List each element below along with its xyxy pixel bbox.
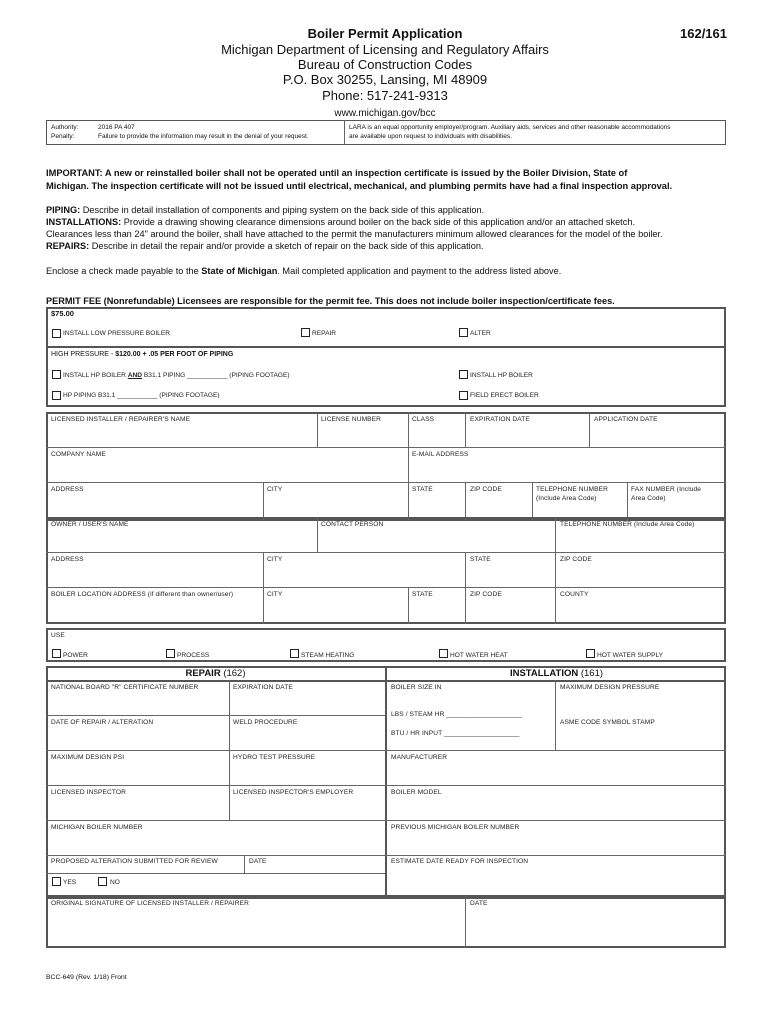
class-field[interactable]: CLASS (412, 416, 435, 423)
installer-col-2 (408, 412, 409, 521)
contact-person-field[interactable]: CONTACT PERSON (321, 521, 384, 528)
repairs-label: REPAIRS: (46, 241, 90, 251)
installer-telephone-field[interactable]: TELEPHONE NUMBER (536, 486, 608, 493)
lara-line-1: LARA is an equal opportunity employer/program. Auxiliary aids, services and other reasonable accommodations (349, 124, 671, 131)
install-hp-and-piping-label (63, 371, 290, 380)
signature-date-field[interactable]: DATE (470, 900, 488, 907)
max-design-pressure-field[interactable]: MAXIMUM DESIGN PRESSURE (560, 684, 660, 691)
important-notice-line-2: Michigan. The inspection certificate will not be issued until electrical, mechanical, and plumbing permits have had a final inspection approval. (46, 181, 673, 191)
boiler-model-field[interactable]: BOILER MODEL (391, 789, 442, 796)
installer-address-field[interactable]: ADDRESS (51, 486, 84, 493)
clearances-instruction: Clearances less than 24" around the boiler, shall have attached to the permit the manufacturers minimum allowed clearances for the model of the boiler. (46, 229, 663, 239)
high-pressure-fee (51, 350, 233, 359)
email-field[interactable]: E-MAIL ADDRESS (412, 451, 469, 458)
alter-checkbox[interactable] (459, 328, 468, 337)
owner-zip-field[interactable]: ZIP CODE (560, 556, 592, 563)
repair-row-1 (46, 715, 385, 716)
lara-line-2: are available upon request to individuals with disabilities. (349, 133, 512, 140)
hp-piping-label: HP PIPING B31.1 ___________ (PIPING FOOTAGE) (63, 392, 220, 399)
fee-heading: PERMIT FEE (Nonrefundable) Licensees are responsible for the permit fee. This does not include boiler inspection/certificate fees. (46, 296, 615, 306)
installations-instruction (46, 216, 635, 229)
repair-title-text: REPAIR (185, 668, 221, 679)
installation-title-text: INSTALLATION (509, 668, 579, 679)
signature-divider (465, 895, 466, 948)
weld-procedure-field[interactable]: WELD PROCEDURE (233, 719, 298, 726)
piping-instruction (46, 204, 484, 217)
section-title-line (46, 680, 726, 682)
boiler-city-field[interactable]: CITY (267, 591, 283, 598)
manufacturer-field[interactable]: MANUFACTURER (391, 754, 448, 761)
date-of-repair-field[interactable]: DATE OF REPAIR / ALTERATION (51, 719, 154, 726)
inspector-employer-field[interactable]: LICENSED INSPECTOR'S EMPLOYER (233, 789, 354, 796)
grid-row-3 (46, 785, 726, 786)
installer-col-3 (465, 412, 466, 447)
asme-stamp-field[interactable]: ASME CODE SYMBOL STAMP (560, 719, 655, 726)
website: www.michigan.gov/bcc (334, 108, 436, 119)
application-date-field[interactable]: APPLICATION DATE (594, 416, 658, 423)
nb-certificate-field[interactable]: NATIONAL BOARD "R" CERTIFICATE NUMBER (51, 684, 199, 691)
no-label: NO (110, 879, 120, 886)
grid-row-4 (46, 820, 726, 821)
yes-label: YES (63, 879, 77, 886)
repair-title (46, 668, 385, 680)
repair-expiration-field[interactable]: EXPIRATION DATE (233, 684, 293, 691)
installer-fax-field[interactable]: FAX NUMBER (Include (631, 486, 702, 493)
hot-water-heat-label: HOT WATER HEAT (450, 652, 508, 659)
expiration-date-field[interactable]: EXPIRATION DATE (470, 416, 530, 423)
installations-label: INSTALLATIONS: (46, 217, 122, 227)
high-pressure-label: HIGH PRESSURE - (51, 351, 116, 358)
michigan-boiler-number-field[interactable]: MICHIGAN BOILER NUMBER (51, 824, 143, 831)
install-hp-boiler-checkbox[interactable] (459, 370, 468, 379)
proposed-alteration-field: PROPOSED ALTERATION SUBMITTED FOR REVIEW (51, 858, 218, 865)
installer-col-7 (532, 482, 533, 521)
owner-col-1 (317, 517, 318, 552)
field-erect-checkbox[interactable] (459, 391, 468, 400)
grid-row-2 (46, 750, 726, 751)
installer-section (46, 412, 726, 521)
phone: Phone: 517-241-9313 (322, 88, 448, 103)
installer-col-6 (465, 482, 466, 521)
owner-row-line-1 (46, 552, 726, 553)
install-low-pressure-checkbox[interactable] (52, 329, 61, 338)
install-hp-boiler-label: INSTALL HP BOILER (470, 372, 533, 379)
process-checkbox[interactable] (166, 649, 175, 658)
repair-checkbox[interactable] (301, 328, 310, 337)
repair-row-6 (46, 873, 385, 874)
max-design-psi-field[interactable]: MAXIMUM DESIGN PSI (51, 754, 125, 761)
no-checkbox[interactable] (98, 877, 107, 886)
repair-code: (162) (220, 668, 246, 679)
power-label: POWER (63, 652, 88, 659)
fee-divider (46, 346, 726, 348)
licensed-inspector-field[interactable]: LICENSED INSPECTOR (51, 789, 126, 796)
repair-label: REPAIR (312, 330, 337, 337)
enclose-text-1: Enclose a check made payable to the (46, 266, 202, 276)
authority-value: 2016 PA 407 (98, 124, 135, 131)
installer-city-field[interactable]: CITY (267, 486, 283, 493)
fee-amount: $75.00 (51, 309, 74, 318)
owner-name-field[interactable]: OWNER / USER'S NAME (51, 521, 129, 528)
installer-telephone-note: (Include Area Code) (536, 495, 597, 502)
repair-col-1 (229, 680, 230, 820)
hydro-test-field[interactable]: HYDRO TEST PRESSURE (233, 754, 316, 761)
piping-text: Describe in detail installation of components and piping system on the back side of this application. (80, 205, 485, 215)
owner-col-5 (408, 587, 409, 624)
owner-address-field[interactable]: ADDRESS (51, 556, 84, 563)
installation-col-1 (555, 680, 556, 750)
authority-label: Authority: (51, 124, 79, 131)
enclose-state: State of Michigan (201, 266, 278, 276)
lbs-steam-hr-field[interactable]: LBS / STEAM HR ____________________ (391, 711, 522, 718)
installer-col-4 (589, 412, 590, 447)
installer-zip-field[interactable]: ZIP CODE (470, 486, 502, 493)
install-hp-and-piping-checkbox[interactable] (52, 370, 61, 379)
form-revision: BCC-649 (Rev. 1/18) Front (46, 974, 127, 981)
installer-col-5 (263, 482, 264, 521)
previous-boiler-number-field[interactable]: PREVIOUS MICHIGAN BOILER NUMBER (391, 824, 520, 831)
form-number: 162/161 (680, 26, 727, 41)
field-erect-label: FIELD ERECT BOILER (470, 392, 539, 399)
hp-and-emphasis: AND (127, 372, 143, 379)
owner-col-3 (263, 552, 264, 624)
owner-telephone-field[interactable]: TELEPHONE NUMBER (Include Area Code) (560, 521, 695, 528)
owner-row-line-2 (46, 587, 726, 588)
steam-heating-checkbox[interactable] (290, 649, 299, 658)
legal-divider (344, 120, 345, 145)
installation-title (387, 668, 726, 680)
hot-water-supply-label: HOT WATER SUPPLY (597, 652, 664, 659)
license-number-field[interactable]: LICENSE NUMBER (321, 416, 382, 423)
high-pressure-value: $120.00 + .05 PER FOOT OF PIPING (115, 351, 234, 358)
boiler-size-field: BOILER SIZE IN (391, 684, 442, 691)
agency-name: Michigan Department of Licensing and Regulatory Affairs (221, 42, 549, 57)
penalty-label: Penalty: (51, 133, 75, 140)
owner-city-field[interactable]: CITY (267, 556, 283, 563)
installer-state-field[interactable]: STATE (412, 486, 433, 493)
grid-row-5 (46, 855, 726, 856)
company-name-field[interactable]: COMPANY NAME (51, 451, 106, 458)
estimate-date-field[interactable]: ESTIMATE DATE READY FOR INSPECTION (391, 858, 529, 865)
piping-label: PIPING: (46, 205, 81, 215)
installation-code: (161) (578, 668, 604, 679)
enclose-instruction (46, 265, 561, 278)
installer-col-1 (317, 412, 318, 447)
boiler-location-field[interactable]: BOILER LOCATION ADDRESS (if different than owner/user) (51, 591, 234, 598)
repairs-text: Describe in detail the repair and/or provide a sketch of repair on the back side of this application. (89, 241, 484, 251)
signature-field[interactable]: ORIGINAL SIGNATURE OF LICENSED INSTALLER / REPAIRER (51, 900, 249, 907)
boiler-zip-field[interactable]: ZIP CODE (470, 591, 502, 598)
installer-name-field[interactable]: LICENSED INSTALLER / REPAIRER'S NAME (51, 416, 191, 423)
repair-installation-divider (385, 666, 387, 899)
installer-row-line-1 (46, 447, 726, 448)
owner-state-field[interactable]: STATE (470, 556, 491, 563)
proposed-date-field[interactable]: DATE (249, 858, 267, 865)
important-notice-line-1: IMPORTANT: A new or reinstalled boiler shall not be operated until an inspection certificate is issued by the Boiler Division, State of (46, 168, 628, 178)
process-label: PROCESS (177, 652, 210, 659)
installer-col-8 (627, 482, 628, 521)
installer-fax-note: Area Code) (631, 495, 666, 502)
power-checkbox[interactable] (52, 649, 61, 658)
install-low-pressure-label: INSTALL LOW PRESSURE BOILER (63, 330, 170, 337)
form-title: Boiler Permit Application (307, 26, 463, 41)
owner-col-4 (465, 552, 466, 624)
installer-row-line-2 (46, 482, 726, 483)
hot-water-supply-checkbox[interactable] (586, 649, 595, 658)
btu-hr-input-field[interactable]: BTU / HR INPUT ____________________ (391, 730, 520, 737)
owner-col-2 (555, 517, 556, 624)
repairs-instruction (46, 240, 483, 253)
po-box: P.O. Box 30255, Lansing, MI 48909 (282, 72, 488, 87)
owner-section (46, 517, 726, 624)
yes-checkbox[interactable] (52, 877, 61, 886)
boiler-state-field[interactable]: STATE (412, 591, 433, 598)
use-label: USE (51, 632, 65, 639)
repair-col-2 (244, 855, 245, 873)
steam-heating-label: STEAM HEATING (301, 652, 355, 659)
bureau-name: Bureau of Construction Codes (297, 57, 473, 72)
installations-text: Provide a drawing showing clearance dimensions around boiler on the back side of this application and/or an attached sketch. (121, 217, 635, 227)
hp-and-text-2: B31.1 PIPING ___________ (PIPING FOOTAGE) (142, 372, 290, 379)
boiler-county-field[interactable]: COUNTY (560, 591, 589, 598)
hp-piping-checkbox[interactable] (52, 391, 61, 400)
alter-label: ALTER (470, 330, 491, 337)
penalty-value: Failure to provide the information may result in the denial of your request. (98, 133, 309, 140)
enclose-text-2: . Mail completed application and payment to the address listed above. (277, 266, 562, 276)
hot-water-heat-checkbox[interactable] (439, 649, 448, 658)
hp-and-text-1: INSTALL HP BOILER (63, 372, 128, 379)
